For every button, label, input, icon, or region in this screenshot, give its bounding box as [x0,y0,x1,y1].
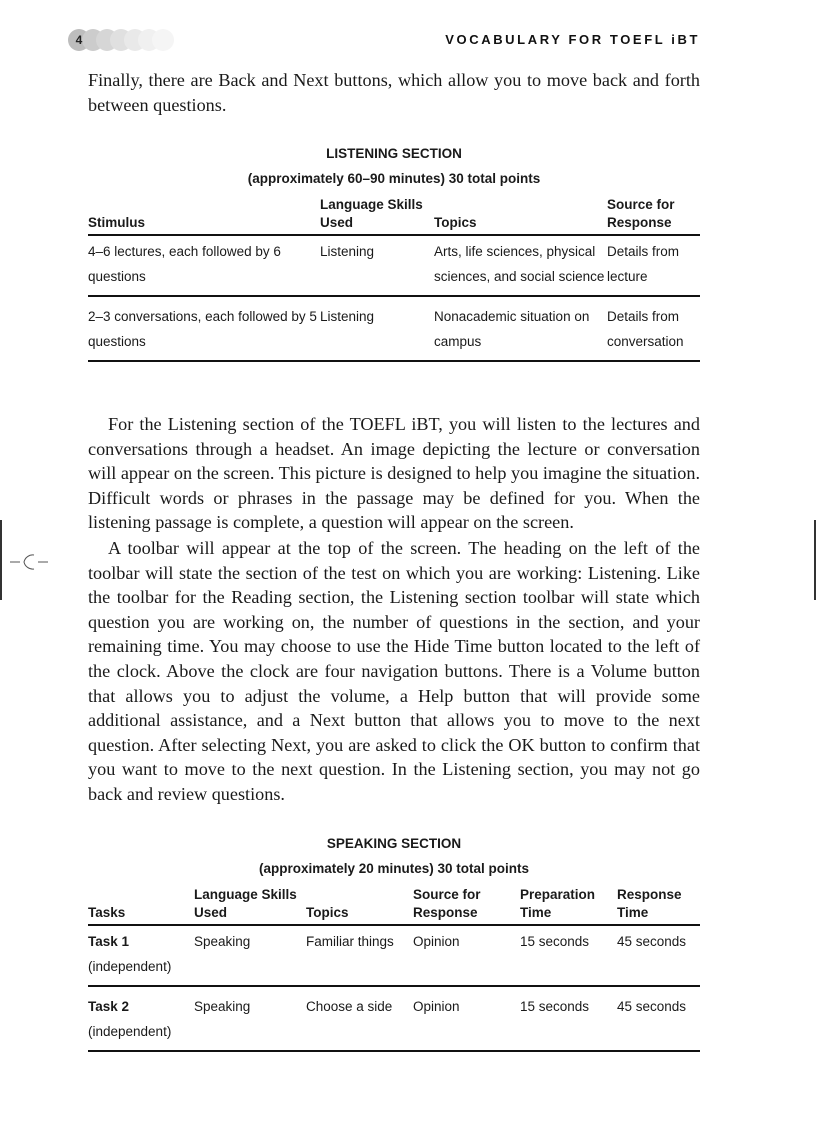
skills-cell: Listening [320,296,434,361]
running-head: VOCABULARY FOR TOEFL iBT [445,32,700,47]
table-row [88,235,700,296]
column-header-stimulus: Stimulus [88,196,320,235]
topics-cell: Arts, life sciences, physical sciences, and social science [434,235,607,296]
column-header-skills: Language Skills Used [194,886,306,925]
skills-cell: Speaking [194,925,306,986]
page-number: 4 [75,33,83,47]
column-header-source: Source for Response [413,886,520,925]
response-time-cell: 45 seconds [617,986,700,1051]
intro-paragraph: Finally, there are Back and Next buttons, which allow you to move back and forth between questions. [88,70,700,115]
listening-table [88,196,700,362]
skills-cell: Speaking [194,986,306,1051]
speaking-table-title: SPEAKING SECTION [326,836,462,851]
column-header-tasks: Tasks [88,886,194,925]
column-header-preparation: Preparation Time [520,886,617,925]
prep-time-cell: 15 seconds [520,986,617,1051]
source-cell: Details from lecture [607,235,700,296]
task-label: Task 2 [88,999,130,1014]
table-row [88,986,700,1051]
stimulus-cell: 2–3 conversations, each followed by 5 questions [88,296,320,361]
crop-mark-icon [10,550,48,574]
table-row [88,925,700,986]
listening-table-header-row [88,196,700,235]
source-cell: Opinion [413,925,520,986]
margin-rule-left [0,520,2,600]
column-header-skills: Language Skills Used [320,196,434,235]
topics-cell: Familiar things [306,925,413,986]
column-header-response: Response Time [617,886,700,925]
page-number-badge [68,29,188,51]
body-paragraph: For the Listening section of the TOEFL iBT, you will listen to the lectures and conversations through a headset. An image depicting the lecture or conversation will appear on the screen. This picture is designed to help you imagine the situation. Difficult words or phrases in the passage may be defined for you. When the listening passage is complete, a question will appear on the screen. [88,414,700,533]
column-header-source: Source for Response [607,196,700,235]
task-label: Task 1 [88,934,130,949]
speaking-table-header-row [88,886,700,925]
response-time-cell: 45 seconds [617,925,700,986]
source-cell: Opinion [413,986,520,1051]
task-cell [88,925,194,986]
stimulus-cell: 4–6 lectures, each followed by 6 questions [88,235,320,296]
column-header-topics: Topics [306,886,413,925]
column-header-topics: Topics [434,196,607,235]
task-cell [88,986,194,1051]
table-row [88,296,700,361]
body-paragraph: A toolbar will appear at the top of the screen. The heading on the left of the toolbar will state the section of the test on which you are working: Listening. Like the toolbar for the Reading section, the Listening section toolbar will state which question you are working on, the number of questions in the section, and your remaining time. You may choose to use the Hide Time button located to the left of the clock. Above the clock are four navigation buttons. There is a Volume button that allows you to adjust the volume, a Help button that will provide some additional assistance, and a Next button that allows you to move to the next question. After selecting Next, you are asked to click the OK button to confirm that you want to move to the next question. In the Listening section, you may not go back and review questions. [88,538,700,804]
source-cell: Details from conversation [607,296,700,361]
listening-table-title: LISTENING SECTION [326,146,462,161]
speaking-table-subtitle: (approximately 20 minutes) 30 total points [258,861,530,876]
task-type: (independent) [88,1023,172,1039]
task-type: (independent) [88,958,172,974]
topics-cell: Choose a side [306,986,413,1051]
listening-table-subtitle: (approximately 60–90 minutes) 30 total points [247,171,541,186]
prep-time-cell: 15 seconds [520,925,617,986]
topics-cell: Nonacademic situation on campus [434,296,607,361]
speaking-table [88,886,700,1052]
skills-cell: Listening [320,235,434,296]
